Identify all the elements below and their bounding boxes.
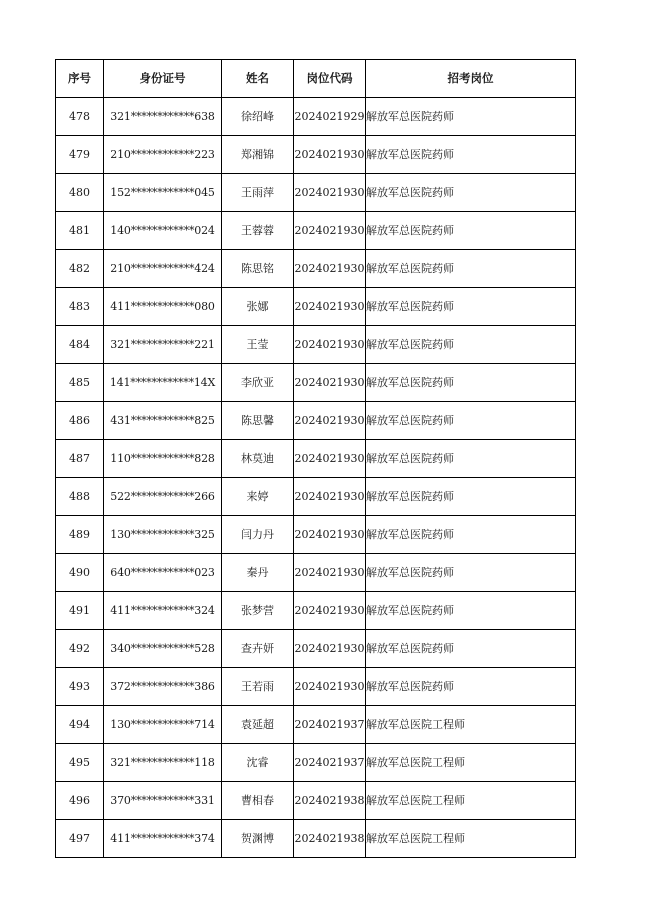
cell-post-code: 2024021937 (294, 744, 366, 782)
cell-seq: 478 (56, 98, 104, 136)
table-row (56, 478, 576, 516)
cell-post: 解放军总医院药师 (366, 440, 576, 478)
cell-name: 袁延超 (222, 706, 294, 744)
cell-name: 陈思铭 (222, 250, 294, 288)
cell-seq: 490 (56, 554, 104, 592)
cell-post: 解放军总医院药师 (366, 326, 576, 364)
table-row (56, 326, 576, 364)
cell-name: 郑湘锦 (222, 136, 294, 174)
cell-post-code: 2024021930 (294, 592, 366, 630)
cell-post: 解放军总医院药师 (366, 402, 576, 440)
table-row (56, 402, 576, 440)
cell-post-code: 2024021930 (294, 212, 366, 250)
cell-name: 李欣亚 (222, 364, 294, 402)
cell-name: 曹相春 (222, 782, 294, 820)
cell-post-code: 2024021938 (294, 782, 366, 820)
cell-seq: 496 (56, 782, 104, 820)
cell-name: 张梦营 (222, 592, 294, 630)
cell-id-number: 431************825 (104, 402, 222, 440)
cell-id-number: 340************528 (104, 630, 222, 668)
cell-post-code: 2024021937 (294, 706, 366, 744)
cell-post-code: 2024021930 (294, 630, 366, 668)
table-row (56, 250, 576, 288)
cell-name: 徐绍峰 (222, 98, 294, 136)
cell-seq: 482 (56, 250, 104, 288)
table-body (56, 98, 576, 858)
cell-id-number: 522************266 (104, 478, 222, 516)
cell-post: 解放军总医院工程师 (366, 744, 576, 782)
cell-post: 解放军总医院药师 (366, 212, 576, 250)
table-row (56, 782, 576, 820)
header-id-number: 身份证号 (104, 60, 222, 98)
cell-id-number: 411************324 (104, 592, 222, 630)
cell-seq: 485 (56, 364, 104, 402)
cell-seq: 479 (56, 136, 104, 174)
cell-id-number: 321************118 (104, 744, 222, 782)
cell-post: 解放军总医院药师 (366, 630, 576, 668)
table-header-row (56, 60, 576, 98)
cell-seq: 493 (56, 668, 104, 706)
cell-name: 林莫迪 (222, 440, 294, 478)
cell-post-code: 2024021930 (294, 174, 366, 212)
table-row (56, 212, 576, 250)
cell-name: 张娜 (222, 288, 294, 326)
cell-id-number: 141************14X (104, 364, 222, 402)
cell-id-number: 370************331 (104, 782, 222, 820)
cell-post-code: 2024021930 (294, 478, 366, 516)
cell-post-code: 2024021930 (294, 554, 366, 592)
cell-post-code: 2024021930 (294, 288, 366, 326)
cell-name: 王蓉蓉 (222, 212, 294, 250)
cell-id-number: 321************221 (104, 326, 222, 364)
table-row (56, 820, 576, 858)
cell-seq: 487 (56, 440, 104, 478)
cell-id-number: 210************424 (104, 250, 222, 288)
table-row (56, 98, 576, 136)
cell-seq: 489 (56, 516, 104, 554)
cell-id-number: 130************325 (104, 516, 222, 554)
cell-post: 解放军总医院药师 (366, 174, 576, 212)
cell-post: 解放军总医院药师 (366, 136, 576, 174)
header-name: 姓名 (222, 60, 294, 98)
cell-post: 解放军总医院工程师 (366, 706, 576, 744)
table-row (56, 174, 576, 212)
cell-post-code: 2024021930 (294, 668, 366, 706)
cell-post-code: 2024021930 (294, 326, 366, 364)
cell-name: 王莹 (222, 326, 294, 364)
cell-seq: 481 (56, 212, 104, 250)
table-row (56, 364, 576, 402)
cell-seq: 486 (56, 402, 104, 440)
cell-post: 解放军总医院药师 (366, 478, 576, 516)
cell-name: 沈睿 (222, 744, 294, 782)
cell-seq: 484 (56, 326, 104, 364)
cell-seq: 480 (56, 174, 104, 212)
cell-post-code: 2024021938 (294, 820, 366, 858)
cell-id-number: 110************828 (104, 440, 222, 478)
header-seq: 序号 (56, 60, 104, 98)
cell-id-number: 140************024 (104, 212, 222, 250)
cell-id-number: 152************045 (104, 174, 222, 212)
cell-post-code: 2024021930 (294, 516, 366, 554)
cell-post: 解放军总医院药师 (366, 516, 576, 554)
cell-post: 解放军总医院药师 (366, 364, 576, 402)
cell-post: 解放军总医院药师 (366, 98, 576, 136)
cell-name: 王雨萍 (222, 174, 294, 212)
cell-seq: 488 (56, 478, 104, 516)
cell-name: 陈思馨 (222, 402, 294, 440)
table-row (56, 744, 576, 782)
cell-name: 来婷 (222, 478, 294, 516)
cell-seq: 492 (56, 630, 104, 668)
cell-name: 王若雨 (222, 668, 294, 706)
table-row (56, 668, 576, 706)
table-row (56, 630, 576, 668)
cell-post: 解放军总医院药师 (366, 554, 576, 592)
cell-post-code: 2024021930 (294, 136, 366, 174)
table-row (56, 554, 576, 592)
table-row (56, 516, 576, 554)
cell-id-number: 640************023 (104, 554, 222, 592)
cell-name: 查卉妍 (222, 630, 294, 668)
cell-id-number: 210************223 (104, 136, 222, 174)
cell-id-number: 411************080 (104, 288, 222, 326)
header-post-code: 岗位代码 (294, 60, 366, 98)
cell-seq: 491 (56, 592, 104, 630)
header-post: 招考岗位 (366, 60, 576, 98)
cell-post: 解放军总医院药师 (366, 250, 576, 288)
cell-post: 解放军总医院工程师 (366, 782, 576, 820)
cell-id-number: 130************714 (104, 706, 222, 744)
cell-post-code: 2024021929 (294, 98, 366, 136)
table-row (56, 136, 576, 174)
table-row (56, 288, 576, 326)
cell-seq: 497 (56, 820, 104, 858)
cell-seq: 495 (56, 744, 104, 782)
cell-seq: 494 (56, 706, 104, 744)
cell-post-code: 2024021930 (294, 364, 366, 402)
cell-name: 闫力丹 (222, 516, 294, 554)
table-row (56, 440, 576, 478)
cell-name: 秦丹 (222, 554, 294, 592)
cell-post-code: 2024021930 (294, 250, 366, 288)
cell-post-code: 2024021930 (294, 440, 366, 478)
cell-id-number: 411************374 (104, 820, 222, 858)
cell-id-number: 321************638 (104, 98, 222, 136)
cell-id-number: 372************386 (104, 668, 222, 706)
roster-table (55, 59, 576, 858)
cell-post: 解放军总医院药师 (366, 592, 576, 630)
cell-post: 解放军总医院药师 (366, 288, 576, 326)
table-row (56, 706, 576, 744)
table-row (56, 592, 576, 630)
cell-seq: 483 (56, 288, 104, 326)
cell-post: 解放军总医院药师 (366, 668, 576, 706)
cell-name: 贺渊博 (222, 820, 294, 858)
cell-post: 解放军总医院工程师 (366, 820, 576, 858)
cell-post-code: 2024021930 (294, 402, 366, 440)
